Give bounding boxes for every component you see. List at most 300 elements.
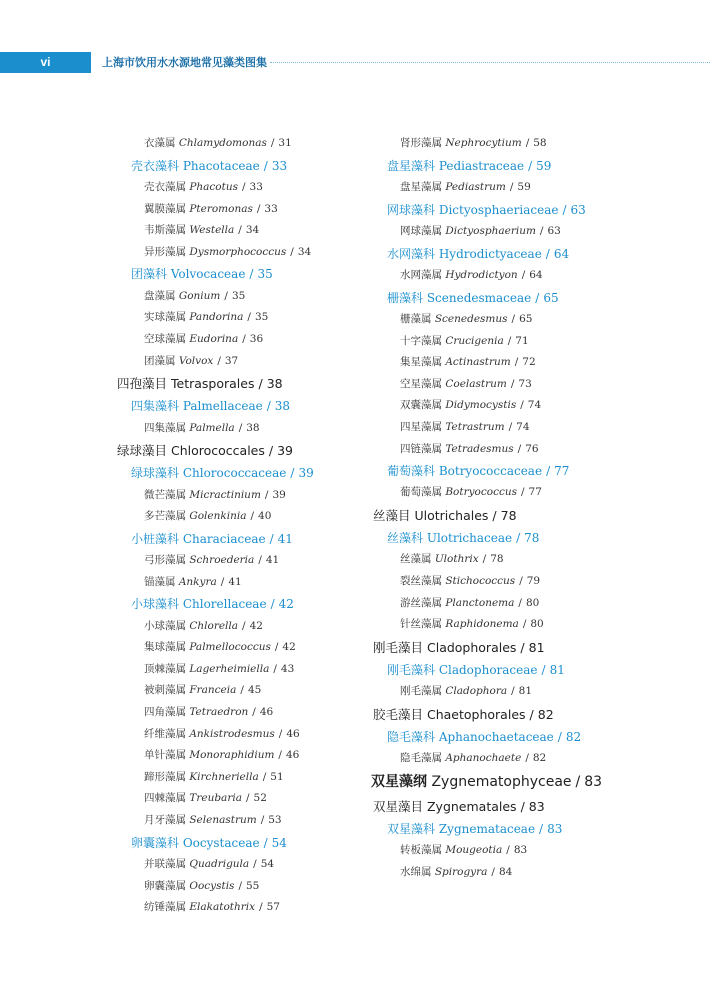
entry-latin-name: Kirchneriella	[186, 770, 259, 783]
entry-separator: /	[270, 137, 275, 149]
entry-separator: /	[264, 488, 269, 501]
entry-separator: /	[545, 246, 550, 261]
entry-latin-name: Quadrigula	[186, 857, 250, 870]
entry-separator: /	[511, 312, 516, 325]
entry-separator: /	[520, 798, 525, 814]
entry-chinese-name: 壳衣藻科	[131, 158, 180, 173]
toc-entry-genus	[371, 482, 711, 504]
entry-separator: /	[258, 376, 263, 392]
entry-page-number: 58	[533, 137, 547, 149]
entry-page-number: 38	[266, 376, 283, 392]
entry-chinese-name: 并联藻属	[144, 857, 186, 870]
entry-page-number: 55	[245, 879, 260, 892]
entry-latin-name: Tetrastrum	[442, 420, 505, 433]
entry-separator: /	[253, 857, 257, 870]
entry-latin-name: Selenastrum	[186, 814, 257, 826]
entry-page-number: 83	[584, 773, 603, 790]
toc-entry-genus	[371, 549, 711, 571]
entry-page-number: 59	[536, 158, 552, 173]
entry-chinese-name: 微芒藻属	[144, 488, 186, 501]
entry-latin-name: Oocystaceae	[179, 835, 260, 850]
entry-separator: /	[260, 814, 265, 826]
entry-separator: /	[520, 399, 524, 412]
entry-separator: /	[521, 268, 526, 281]
entry-chinese-name: 网球藻科	[387, 202, 436, 217]
entry-latin-name: Golenkinia	[186, 510, 247, 523]
entry-separator: /	[539, 224, 544, 237]
entry-page-number: 71	[515, 334, 529, 347]
entry-latin-name: Scenedesmus	[431, 312, 508, 325]
entry-chinese-name: 盘藻属	[144, 289, 176, 302]
entry-chinese-name: 栅藻科	[387, 290, 424, 305]
entry-page-number: 65	[519, 312, 533, 325]
entry-latin-name: Franceia	[186, 684, 237, 697]
entry-separator: /	[514, 356, 519, 369]
entry-latin-name: Chlamydomonas	[175, 137, 267, 149]
entry-separator: /	[242, 619, 246, 632]
entry-page-number: 76	[525, 442, 539, 455]
entry-page-number: 39	[272, 488, 286, 501]
entry-separator: /	[522, 618, 527, 631]
entry-page-number: 45	[247, 684, 262, 697]
entry-separator: /	[525, 752, 529, 765]
entry-latin-name: Elakatothrix	[186, 901, 256, 914]
entry-separator: /	[270, 597, 275, 612]
entry-separator: /	[529, 706, 534, 722]
entry-separator: /	[520, 639, 525, 655]
entry-latin-name: Aphanochaetaceae	[435, 729, 554, 744]
entry-separator: /	[268, 443, 274, 459]
entry-latin-name: Planctonema	[442, 596, 515, 609]
entry-separator: /	[274, 641, 279, 654]
entry-page-number: 35	[257, 267, 273, 282]
entry-chinese-name: 壳衣藻属	[144, 180, 186, 193]
entry-latin-name: Phacotaceae	[179, 158, 260, 173]
entry-chinese-name: 四集藻属	[144, 421, 186, 434]
entry-separator: /	[263, 158, 268, 173]
entry-page-number: 74	[516, 420, 530, 433]
entry-page-number: 36	[249, 332, 264, 345]
entry-page-number: 80	[530, 618, 544, 631]
entry-page-number: 33	[271, 158, 288, 173]
entry-separator: /	[258, 554, 262, 567]
entry-latin-name: Tetradesmus	[442, 442, 514, 455]
entry-separator: /	[491, 865, 495, 878]
entry-chinese-name: 水网藻属	[400, 268, 442, 281]
entry-latin-name: Aphanochaete	[442, 752, 522, 765]
entry-chinese-name: 隐毛藻科	[387, 729, 436, 744]
toc-entry-family	[371, 287, 711, 309]
page-number: vi	[0, 52, 91, 73]
entry-latin-name: Cladophoraceae	[435, 662, 538, 677]
entry-latin-name: Palmella	[186, 421, 235, 434]
entry-page-number: 41	[265, 554, 280, 567]
entry-chinese-name: 小桩藻科	[131, 531, 180, 546]
toc-entry-genus	[371, 681, 711, 703]
entry-separator: /	[519, 575, 523, 588]
entry-latin-name: Micractinium	[186, 488, 261, 501]
entry-latin-name: Zygnematales	[423, 798, 517, 814]
entry-page-number: 63	[570, 202, 586, 217]
entry-separator: /	[507, 334, 512, 347]
entry-latin-name: Dictyosphaerium	[442, 224, 536, 237]
entry-latin-name: Volvocaceae	[167, 267, 246, 282]
toc-entry-order	[371, 504, 711, 527]
toc-entry-genus	[371, 309, 711, 331]
entry-latin-name: Hydrodictyon	[442, 268, 518, 281]
entry-latin-name: Eudorina	[186, 332, 239, 345]
entry-separator: /	[247, 311, 251, 324]
entry-page-number: 74	[527, 399, 542, 412]
entry-chinese-name: 水网藻科	[387, 246, 436, 261]
toc-right-column	[371, 133, 711, 883]
entry-chinese-name: 双星藻纲	[371, 773, 427, 790]
toc-entry-order	[371, 703, 711, 726]
entry-page-number: 82	[537, 706, 554, 722]
toc-entry-family	[371, 460, 711, 482]
toc-entry-genus	[371, 614, 711, 636]
entry-separator: /	[516, 531, 521, 546]
entry-page-number: 41	[228, 575, 242, 588]
entry-page-number: 33	[264, 202, 278, 215]
entry-latin-name: Spirogyra	[431, 865, 488, 878]
entry-page-number: 35	[254, 311, 269, 324]
entry-separator: /	[278, 727, 283, 740]
entry-page-number: 51	[270, 770, 284, 783]
entry-page-number: 81	[518, 685, 533, 698]
entry-chinese-name: 弓形藻属	[144, 554, 186, 567]
entry-chinese-name: 刚毛藻科	[387, 662, 436, 677]
entry-latin-name: Pediastrum	[442, 180, 506, 193]
entry-page-number: 42	[278, 597, 294, 612]
entry-separator: /	[535, 290, 540, 305]
entry-page-number: 82	[565, 729, 582, 744]
entry-chinese-name: 四星藻属	[400, 420, 442, 433]
entry-latin-name: Westella	[186, 224, 235, 237]
entry-page-number: 77	[528, 486, 542, 499]
entry-latin-name: Nephrocytium	[442, 137, 522, 149]
entry-separator: /	[278, 749, 282, 762]
toc-entry-genus	[371, 439, 711, 461]
entry-latin-name: Ankistrodesmus	[186, 727, 275, 740]
entry-chinese-name: 四孢藻目	[117, 376, 168, 392]
toc-entry-genus	[371, 265, 711, 287]
entry-latin-name: Palmellococcus	[186, 641, 271, 654]
entry-latin-name: Tetraedron	[186, 706, 249, 719]
entry-page-number: 40	[258, 510, 272, 523]
entry-separator: /	[240, 684, 244, 697]
toc-entry-genus	[371, 374, 711, 396]
entry-latin-name: Chaetophorales	[423, 706, 526, 722]
entry-latin-name: Pteromonas	[186, 202, 253, 215]
entry-page-number: 79	[526, 575, 541, 588]
entry-chinese-name: 丝藻属	[400, 553, 432, 566]
entry-page-number: 31	[278, 137, 292, 149]
entry-page-number: 64	[553, 246, 570, 261]
toc-entry-genus	[371, 221, 711, 243]
entry-chinese-name: 团藻属	[144, 354, 176, 367]
toc-entry-family	[371, 243, 711, 265]
entry-latin-name: Treubaria	[186, 792, 242, 805]
entry-latin-name: Scenedesmaceae	[423, 290, 532, 305]
entry-chinese-name: 网球藻属	[400, 224, 442, 237]
header-dotted-rule	[270, 62, 710, 63]
entry-separator: /	[290, 245, 294, 258]
entry-page-number: 39	[277, 443, 293, 459]
entry-separator: /	[562, 202, 567, 217]
entry-separator: /	[528, 158, 533, 173]
entry-chinese-name: 葡萄藻属	[400, 486, 442, 499]
entry-page-number: 46	[286, 727, 300, 740]
entry-chinese-name: 异形藻属	[144, 245, 186, 258]
entry-chinese-name: 双星藻科	[387, 821, 436, 836]
entry-page-number: 64	[529, 268, 543, 281]
entry-separator: /	[266, 399, 271, 414]
entry-separator: /	[242, 332, 246, 345]
entry-chinese-name: 小球藻属	[144, 619, 186, 632]
page-header	[0, 52, 718, 73]
entry-latin-name: Dysmorphococcus	[186, 245, 287, 258]
entry-latin-name: Pandorina	[186, 311, 244, 324]
entry-page-number: 83	[513, 844, 528, 857]
entry-chinese-name: 绿球藻目	[117, 443, 168, 459]
toc-entry-genus	[371, 395, 711, 417]
entry-chinese-name: 双星藻目	[373, 798, 424, 814]
toc-entry-order	[371, 636, 711, 659]
entry-latin-name: Chlorella	[186, 619, 239, 632]
entry-page-number: 38	[246, 421, 260, 434]
entry-page-number: 46	[285, 749, 300, 762]
entry-page-number: 78	[500, 508, 517, 524]
entry-separator: /	[482, 553, 487, 566]
toc-entry-genus	[371, 748, 711, 770]
entry-latin-name: Mougeotia	[442, 844, 503, 857]
entry-page-number: 41	[277, 531, 293, 546]
entry-separator: /	[517, 442, 522, 455]
entry-chinese-name: 锚藻属	[144, 575, 176, 588]
entry-chinese-name: 水绵属	[400, 865, 432, 878]
entry-page-number: 83	[528, 798, 545, 814]
entry-page-number: 42	[282, 641, 296, 654]
entry-chinese-name: 顶棘藻属	[144, 662, 186, 675]
entry-latin-name: Raphidonema	[442, 618, 519, 631]
entry-chinese-name: 集球藻属	[144, 641, 186, 654]
entry-latin-name: Chlorococcales	[167, 443, 265, 459]
entry-latin-name: Ulothrix	[431, 553, 479, 566]
entry-separator: /	[256, 202, 261, 215]
entry-page-number: 78	[524, 531, 540, 546]
toc-entry-family	[371, 527, 711, 549]
entry-separator: /	[273, 662, 277, 675]
entry-chinese-name: 肾形藻属	[400, 137, 442, 149]
entry-chinese-name: 集星藻属	[400, 356, 442, 369]
entry-page-number: 35	[231, 289, 246, 302]
entry-page-number: 33	[249, 180, 263, 193]
toc-entry-class	[371, 770, 711, 795]
entry-page-number: 73	[518, 377, 532, 390]
entry-chinese-name: 丝藻科	[387, 531, 424, 546]
entry-latin-name: Ankyra	[175, 575, 217, 588]
entry-chinese-name: 纤维藻属	[144, 727, 186, 740]
entry-chinese-name: 空球藻属	[144, 332, 186, 345]
entry-latin-name: Volvox	[175, 354, 214, 367]
entry-separator: /	[575, 773, 581, 790]
entry-page-number: 54	[271, 835, 287, 850]
entry-latin-name: Didymocystis	[442, 399, 517, 412]
toc-entry-genus	[371, 417, 711, 439]
toc-entry-family	[371, 659, 711, 681]
entry-page-number: 57	[266, 901, 280, 914]
entry-separator: /	[510, 377, 515, 390]
entry-page-number: 52	[253, 792, 267, 805]
entry-chinese-name: 刚毛藻目	[373, 639, 424, 655]
entry-separator: /	[506, 844, 510, 857]
entry-chinese-name: 游丝藻属	[400, 596, 442, 609]
entry-chinese-name: 裂丝藻属	[400, 575, 442, 588]
entry-latin-name: Oocystis	[186, 879, 235, 892]
entry-latin-name: Actinastrum	[442, 356, 511, 369]
entry-chinese-name: 胶毛藻目	[373, 706, 424, 722]
entry-separator: /	[518, 596, 522, 609]
entry-latin-name: Characiaceae	[179, 531, 266, 546]
entry-chinese-name: 盘星藻科	[387, 158, 436, 173]
entry-separator: /	[546, 464, 551, 479]
entry-separator: /	[263, 835, 268, 850]
toc-entry-genus	[371, 571, 711, 593]
entry-chinese-name: 盘星藻属	[400, 180, 442, 193]
entry-separator: /	[238, 879, 242, 892]
entry-separator: /	[511, 685, 515, 698]
entry-latin-name: Cladophorales	[423, 639, 517, 655]
entry-separator: /	[539, 821, 544, 836]
entry-latin-name: Ulotrichaceae	[423, 531, 513, 546]
entry-separator: /	[242, 180, 246, 193]
entry-chinese-name: 衣藻属	[144, 137, 176, 149]
entry-page-number: 39	[298, 466, 314, 481]
entry-chinese-name: 四集藻科	[131, 399, 180, 414]
entry-page-number: 43	[280, 662, 295, 675]
entry-chinese-name: 多芒藻属	[144, 510, 186, 523]
entry-page-number: 37	[224, 354, 239, 367]
entry-page-number: 82	[532, 752, 547, 765]
entry-chinese-name: 转板藻属	[400, 844, 442, 857]
entry-page-number: 84	[498, 865, 513, 878]
entry-separator: /	[238, 421, 243, 434]
entry-latin-name: Pediastraceae	[435, 158, 525, 173]
entry-page-number: 46	[259, 706, 274, 719]
entry-latin-name: Lagerheimiella	[186, 662, 270, 675]
toc-entry-genus	[115, 897, 455, 919]
entry-chinese-name: 翼膜藻属	[144, 202, 186, 215]
entry-page-number: 78	[490, 553, 504, 566]
entry-chinese-name: 栅藻属	[400, 312, 432, 325]
entry-page-number: 53	[268, 814, 282, 826]
entry-latin-name: Cladophora	[442, 685, 508, 698]
entry-chinese-name: 四角藻属	[144, 706, 186, 719]
entry-chinese-name: 葡萄藻科	[387, 464, 436, 479]
entry-chinese-name: 蹄形藻属	[144, 770, 186, 783]
entry-separator: /	[290, 466, 295, 481]
entry-separator: /	[541, 662, 546, 677]
entry-separator: /	[259, 901, 263, 914]
entry-latin-name: Coelastrum	[442, 377, 507, 390]
entry-latin-name: Chlorellaceae	[179, 597, 267, 612]
toc-entry-family	[371, 726, 711, 748]
entry-separator: /	[245, 792, 250, 805]
entry-chinese-name: 隐毛藻属	[400, 752, 442, 765]
entry-chinese-name: 卵囊藻属	[144, 879, 186, 892]
entry-latin-name: Stichococcus	[442, 575, 516, 588]
entry-chinese-name: 卵囊藻科	[131, 835, 180, 850]
entry-latin-name: Phacotus	[186, 180, 238, 193]
entry-chinese-name: 四棘藻属	[144, 792, 186, 805]
book-title: 上海市饮用水水源地常见藻类图集	[102, 56, 267, 69]
entry-chinese-name: 被刺藻属	[144, 684, 186, 697]
entry-latin-name: Hydrodictyaceae	[435, 246, 542, 261]
entry-separator: /	[262, 770, 267, 783]
entry-page-number: 63	[547, 224, 561, 237]
entry-page-number: 65	[543, 290, 559, 305]
entry-separator: /	[217, 354, 221, 367]
toc-entry-genus	[371, 133, 711, 155]
entry-latin-name: Zygnemataceae	[435, 821, 536, 836]
entry-separator: /	[492, 508, 497, 524]
entry-separator: /	[520, 486, 525, 499]
entry-separator: /	[525, 137, 530, 149]
toc-entry-family	[371, 818, 711, 840]
entry-separator: /	[249, 267, 254, 282]
entry-page-number: 77	[554, 464, 570, 479]
toc-entry-order	[371, 795, 711, 818]
entry-chinese-name: 月牙藻属	[144, 814, 186, 826]
toc-entry-genus	[371, 352, 711, 374]
toc-entry-family	[371, 199, 711, 221]
entry-separator: /	[557, 729, 562, 744]
toc-entry-genus	[371, 840, 711, 862]
entry-latin-name: Botryococcus	[442, 486, 517, 499]
entry-page-number: 80	[525, 596, 540, 609]
entry-latin-name: Botryococcaceae	[435, 464, 543, 479]
entry-latin-name: Ulotrichales	[410, 508, 489, 524]
entry-separator: /	[269, 531, 274, 546]
entry-chinese-name: 刚毛藻属	[400, 685, 442, 698]
entry-separator: /	[220, 575, 225, 588]
entry-chinese-name: 双囊藻属	[400, 399, 442, 412]
entry-page-number: 34	[297, 245, 312, 258]
entry-latin-name: Palmellaceae	[179, 399, 263, 414]
entry-page-number: 34	[245, 224, 260, 237]
entry-page-number: 42	[249, 619, 263, 632]
toc-entry-genus	[371, 862, 711, 884]
entry-latin-name: Zygnematophyceae	[427, 773, 572, 790]
entry-chinese-name: 团藻科	[131, 267, 168, 282]
entry-latin-name: Dictyosphaeriaceae	[435, 202, 559, 217]
entry-latin-name: Crucigenia	[442, 334, 504, 347]
entry-chinese-name: 空星藻属	[400, 377, 442, 390]
entry-latin-name: Tetrasporales	[167, 376, 255, 392]
entry-separator: /	[252, 706, 256, 719]
entry-page-number: 54	[260, 857, 275, 870]
entry-chinese-name: 小球藻科	[131, 597, 180, 612]
entry-separator: /	[508, 420, 513, 433]
entry-separator: /	[224, 289, 228, 302]
entry-chinese-name: 韦斯藻属	[144, 224, 186, 237]
entry-separator: /	[238, 224, 242, 237]
entry-page-number: 83	[547, 821, 563, 836]
toc-entry-family	[371, 155, 711, 177]
entry-latin-name: Monoraphidium	[186, 749, 275, 762]
entry-page-number: 72	[522, 356, 536, 369]
